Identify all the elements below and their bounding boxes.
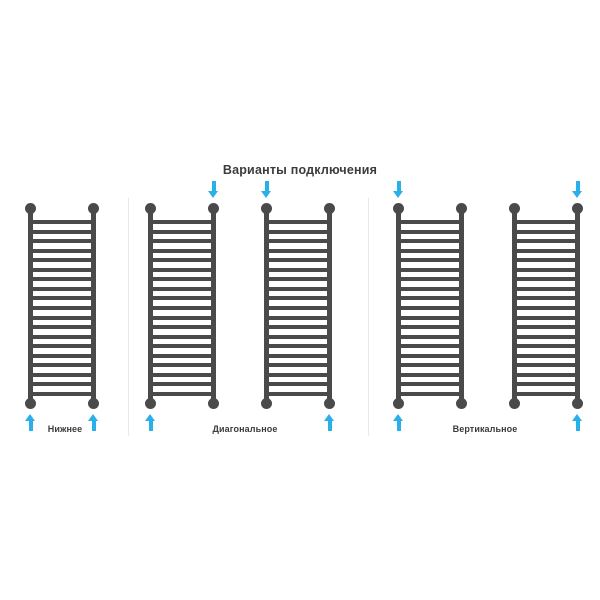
- panel-diagonal: [130, 200, 360, 440]
- radiator-bar: [29, 392, 95, 396]
- radiator-bar: [513, 277, 579, 281]
- radiator-cap-tr: [324, 203, 335, 214]
- radiator-bar: [265, 316, 331, 320]
- panel-divider-0: [128, 198, 129, 436]
- radiator-bar: [513, 335, 579, 339]
- radiator-bar: [513, 382, 579, 386]
- radiator-diagonal-1: [256, 200, 340, 412]
- radiator-bar: [513, 325, 579, 329]
- radiator-cap-bl: [509, 398, 520, 409]
- radiator-bar: [29, 306, 95, 310]
- radiator-bar: [397, 230, 463, 234]
- radiator-cap-br: [324, 398, 335, 409]
- radiator-cap-bl: [261, 398, 272, 409]
- radiator-cap-tr: [208, 203, 219, 214]
- radiator-cap-tl: [509, 203, 520, 214]
- radiator-bar: [265, 258, 331, 262]
- radiator-bar: [265, 268, 331, 272]
- radiator-cap-br: [572, 398, 583, 409]
- radiator-cap-br: [88, 398, 99, 409]
- radiator-bar: [149, 268, 215, 272]
- radiator-bar: [29, 239, 95, 243]
- radiator-bar: [29, 268, 95, 272]
- radiator-bar: [149, 335, 215, 339]
- radiator-cap-tl: [145, 203, 156, 214]
- arrow-head: [88, 414, 98, 421]
- radiator-bar: [513, 287, 579, 291]
- radiator-bar: [149, 325, 215, 329]
- arrow-head: [572, 191, 582, 198]
- radiator-bar: [513, 268, 579, 272]
- radiator-bar: [397, 363, 463, 367]
- radiator-bar: [397, 249, 463, 253]
- radiator-bar: [149, 392, 215, 396]
- radiator-bar: [149, 220, 215, 224]
- flow-arrow-down-left: [261, 181, 272, 198]
- radiator-bar: [513, 306, 579, 310]
- radiator-bar: [513, 344, 579, 348]
- radiator-bar: [513, 249, 579, 253]
- radiator-cap-bl: [393, 398, 404, 409]
- radiator-bar: [29, 287, 95, 291]
- radiator-bar: [149, 316, 215, 320]
- radiator-bar: [397, 220, 463, 224]
- radiator-bar: [265, 344, 331, 348]
- radiator-cap-tr: [88, 203, 99, 214]
- radiator-cap-tr: [572, 203, 583, 214]
- radiator-bar: [513, 363, 579, 367]
- radiator-cap-bl: [145, 398, 156, 409]
- radiator-bar: [29, 382, 95, 386]
- radiator-bar: [149, 373, 215, 377]
- panel-vertical: [370, 200, 600, 440]
- panel-caption-diagonal: Диагональное: [212, 424, 278, 434]
- radiator-vertical-0: [388, 200, 472, 412]
- radiator-bar: [265, 392, 331, 396]
- arrow-head: [324, 414, 334, 421]
- radiator-bar: [29, 230, 95, 234]
- radiator-bar: [149, 287, 215, 291]
- radiator-cap-br: [456, 398, 467, 409]
- radiator-bar: [513, 220, 579, 224]
- radiator-bar: [265, 230, 331, 234]
- radiator-bar: [397, 287, 463, 291]
- radiator-cap-tl: [25, 203, 36, 214]
- radiator-bar: [149, 277, 215, 281]
- flow-arrow-down-right: [208, 181, 219, 198]
- radiator-bar: [29, 354, 95, 358]
- radiator-bar: [29, 335, 95, 339]
- radiator-bar: [513, 373, 579, 377]
- radiator-bar: [149, 354, 215, 358]
- radiator-bar: [265, 363, 331, 367]
- radiator-bar: [29, 373, 95, 377]
- radiator-bar: [397, 335, 463, 339]
- radiator-bar: [513, 258, 579, 262]
- radiator-bar: [397, 382, 463, 386]
- panel-bottom: [10, 200, 120, 440]
- radiator-bar: [397, 268, 463, 272]
- radiator-bar: [265, 325, 331, 329]
- radiator-bar: [265, 287, 331, 291]
- radiator-bar: [397, 239, 463, 243]
- flow-arrow-down-right: [572, 181, 583, 198]
- panel-caption-vertical: Вертикальное: [452, 424, 518, 434]
- diagram-title: Варианты подключения: [222, 163, 378, 177]
- radiator-diagonal-0: [140, 200, 224, 412]
- radiator-bar: [265, 277, 331, 281]
- radiator-bar: [29, 344, 95, 348]
- radiator-bar: [513, 239, 579, 243]
- panel-divider-1: [368, 198, 369, 436]
- radiator-bar: [397, 277, 463, 281]
- radiator-bar: [513, 230, 579, 234]
- radiator-bar: [513, 354, 579, 358]
- radiator-bar: [29, 220, 95, 224]
- radiator-bar: [265, 239, 331, 243]
- arrow-head: [261, 191, 271, 198]
- radiator-bar: [265, 335, 331, 339]
- flow-arrow-down-left: [393, 181, 404, 198]
- radiator-bar: [397, 258, 463, 262]
- arrow-head: [208, 191, 218, 198]
- radiator-bar: [513, 392, 579, 396]
- radiator-bar: [265, 382, 331, 386]
- radiator-bar: [149, 258, 215, 262]
- radiator-bar: [397, 392, 463, 396]
- radiator-cap-bl: [25, 398, 36, 409]
- radiator-bar: [149, 363, 215, 367]
- radiator-bar: [513, 296, 579, 300]
- radiator-bar: [397, 316, 463, 320]
- radiator-bar: [397, 325, 463, 329]
- radiator-bar: [149, 344, 215, 348]
- radiator-bar: [265, 354, 331, 358]
- radiator-cap-tr: [456, 203, 467, 214]
- radiator-bar: [29, 363, 95, 367]
- radiator-bar: [29, 325, 95, 329]
- radiator-bar: [29, 249, 95, 253]
- radiator-bar: [265, 249, 331, 253]
- radiator-bar: [397, 306, 463, 310]
- radiator-cap-tl: [393, 203, 404, 214]
- radiator-bar: [149, 382, 215, 386]
- arrow-head: [25, 414, 35, 421]
- radiator-bar: [265, 296, 331, 300]
- radiator-bar: [149, 249, 215, 253]
- radiator-bar: [149, 230, 215, 234]
- arrow-head: [145, 414, 155, 421]
- radiator-bar: [513, 316, 579, 320]
- radiator-bar: [265, 373, 331, 377]
- radiator-bar: [265, 220, 331, 224]
- radiator-bar: [29, 296, 95, 300]
- arrow-head: [393, 191, 403, 198]
- panel-caption-bottom: Нижнее: [47, 424, 83, 434]
- arrow-head: [393, 414, 403, 421]
- radiator-bottom-0: [20, 200, 104, 412]
- radiator-bar: [265, 306, 331, 310]
- arrow-head: [572, 414, 582, 421]
- radiator-bar: [397, 344, 463, 348]
- radiator-bar: [149, 296, 215, 300]
- radiator-vertical-1: [504, 200, 588, 412]
- radiator-bar: [397, 296, 463, 300]
- radiator-bar: [29, 316, 95, 320]
- radiator-bar: [397, 354, 463, 358]
- radiator-bar: [149, 306, 215, 310]
- radiator-bar: [29, 277, 95, 281]
- radiator-bar: [29, 258, 95, 262]
- radiator-cap-br: [208, 398, 219, 409]
- radiator-bar: [149, 239, 215, 243]
- radiator-bar: [397, 373, 463, 377]
- radiator-cap-tl: [261, 203, 272, 214]
